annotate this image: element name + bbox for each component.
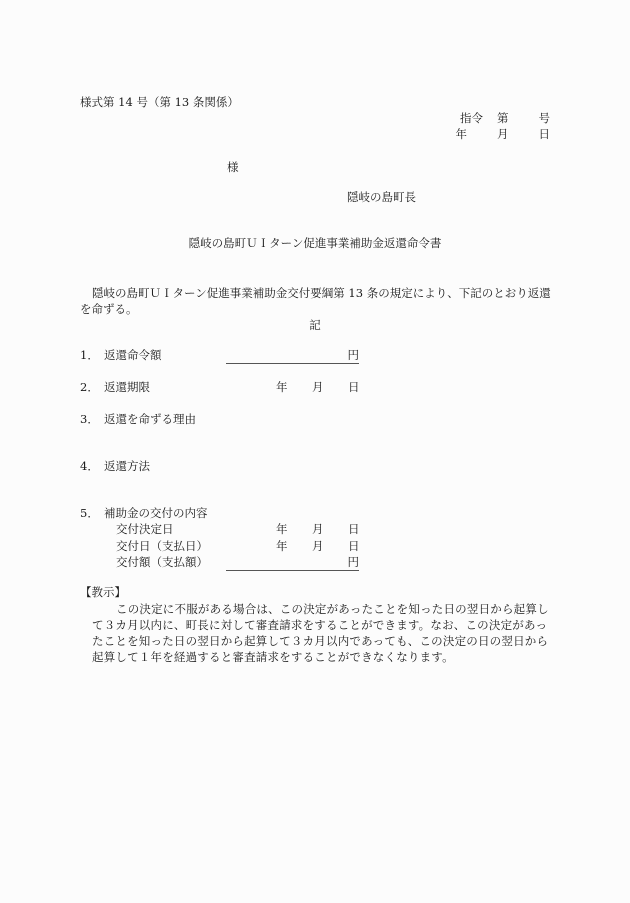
day-label: 日 — [348, 380, 360, 394]
ki-heading: 記 — [309, 318, 321, 332]
yen-unit: 円 — [347, 348, 359, 362]
issue-month: 月 — [497, 127, 509, 141]
month-label: 月 — [312, 380, 324, 394]
month-label: 月 — [312, 522, 324, 536]
item-label: 返還期限 — [104, 380, 150, 394]
item-number: 3． — [80, 412, 99, 426]
body-text: 隠岐の島町ＵＩターン促進事業補助金交付要綱第 13 条の規定により、下記のとおり返還を命ずる。 — [80, 286, 551, 316]
directive-dai: 第 — [497, 111, 509, 125]
body-paragraph — [80, 285, 552, 317]
item-number: 4． — [80, 459, 99, 473]
item-label: 返還命令額 — [104, 348, 162, 362]
directive-prefix: 指令 — [460, 111, 483, 125]
directive-go: 号 — [538, 111, 550, 125]
payment-amount-field — [226, 554, 359, 571]
item-refund-deadline — [80, 379, 150, 395]
sub-item-payment-date: 交付日（支払日） — [116, 539, 208, 553]
refund-deadline-date — [276, 379, 360, 395]
item-number: 2． — [80, 380, 99, 394]
item-label: 返還を命ずる理由 — [104, 412, 196, 426]
item-grant-details — [80, 505, 208, 521]
form-number: 様式第 14 号（第 13 条関係） — [80, 95, 239, 109]
year-label: 年 — [276, 522, 288, 536]
item-number: 5． — [80, 506, 99, 520]
item-label: 補助金の交付の内容 — [104, 506, 208, 520]
item-refund-amount — [80, 347, 162, 363]
item-number: 1． — [80, 348, 99, 362]
item-refund-reason — [80, 411, 196, 427]
day-label: 日 — [348, 539, 360, 553]
document-title: 隠岐の島町ＵＩターン促進事業補助金返還命令書 — [188, 236, 442, 250]
recipient-suffix: 様 — [227, 160, 239, 174]
payment-date — [276, 538, 360, 554]
directive-number — [460, 110, 550, 126]
item-label: 返還方法 — [104, 459, 150, 473]
sub-item-decision-date: 交付決定日 — [116, 522, 174, 536]
notice-heading: 【教示】 — [80, 585, 126, 599]
month-label: 月 — [312, 539, 324, 553]
refund-amount-field — [226, 347, 359, 364]
year-label: 年 — [276, 380, 288, 394]
issuer: 隠岐の島町長 — [347, 190, 416, 204]
issue-year: 年 — [455, 127, 467, 141]
decision-date — [276, 521, 360, 537]
issue-date — [456, 126, 551, 142]
issue-day: 日 — [538, 127, 550, 141]
year-label: 年 — [276, 539, 288, 553]
notice-paragraph — [92, 601, 556, 665]
yen-unit: 円 — [347, 555, 359, 569]
notice-text: この決定に不服がある場合は、この決定があったことを知った日の翌日から起算して３カ月以内に、町長に対して審査請求をすることができます。なお、この決定があったことを知った日の翌日から起算して３カ月以内であっても、この決定の日の翌日から起算して１年を経過すると審査請求をすることができなくなります。 — [92, 602, 549, 664]
sub-item-payment-amount: 交付額（支払額） — [116, 555, 208, 569]
item-refund-method — [80, 458, 150, 474]
day-label: 日 — [348, 522, 360, 536]
